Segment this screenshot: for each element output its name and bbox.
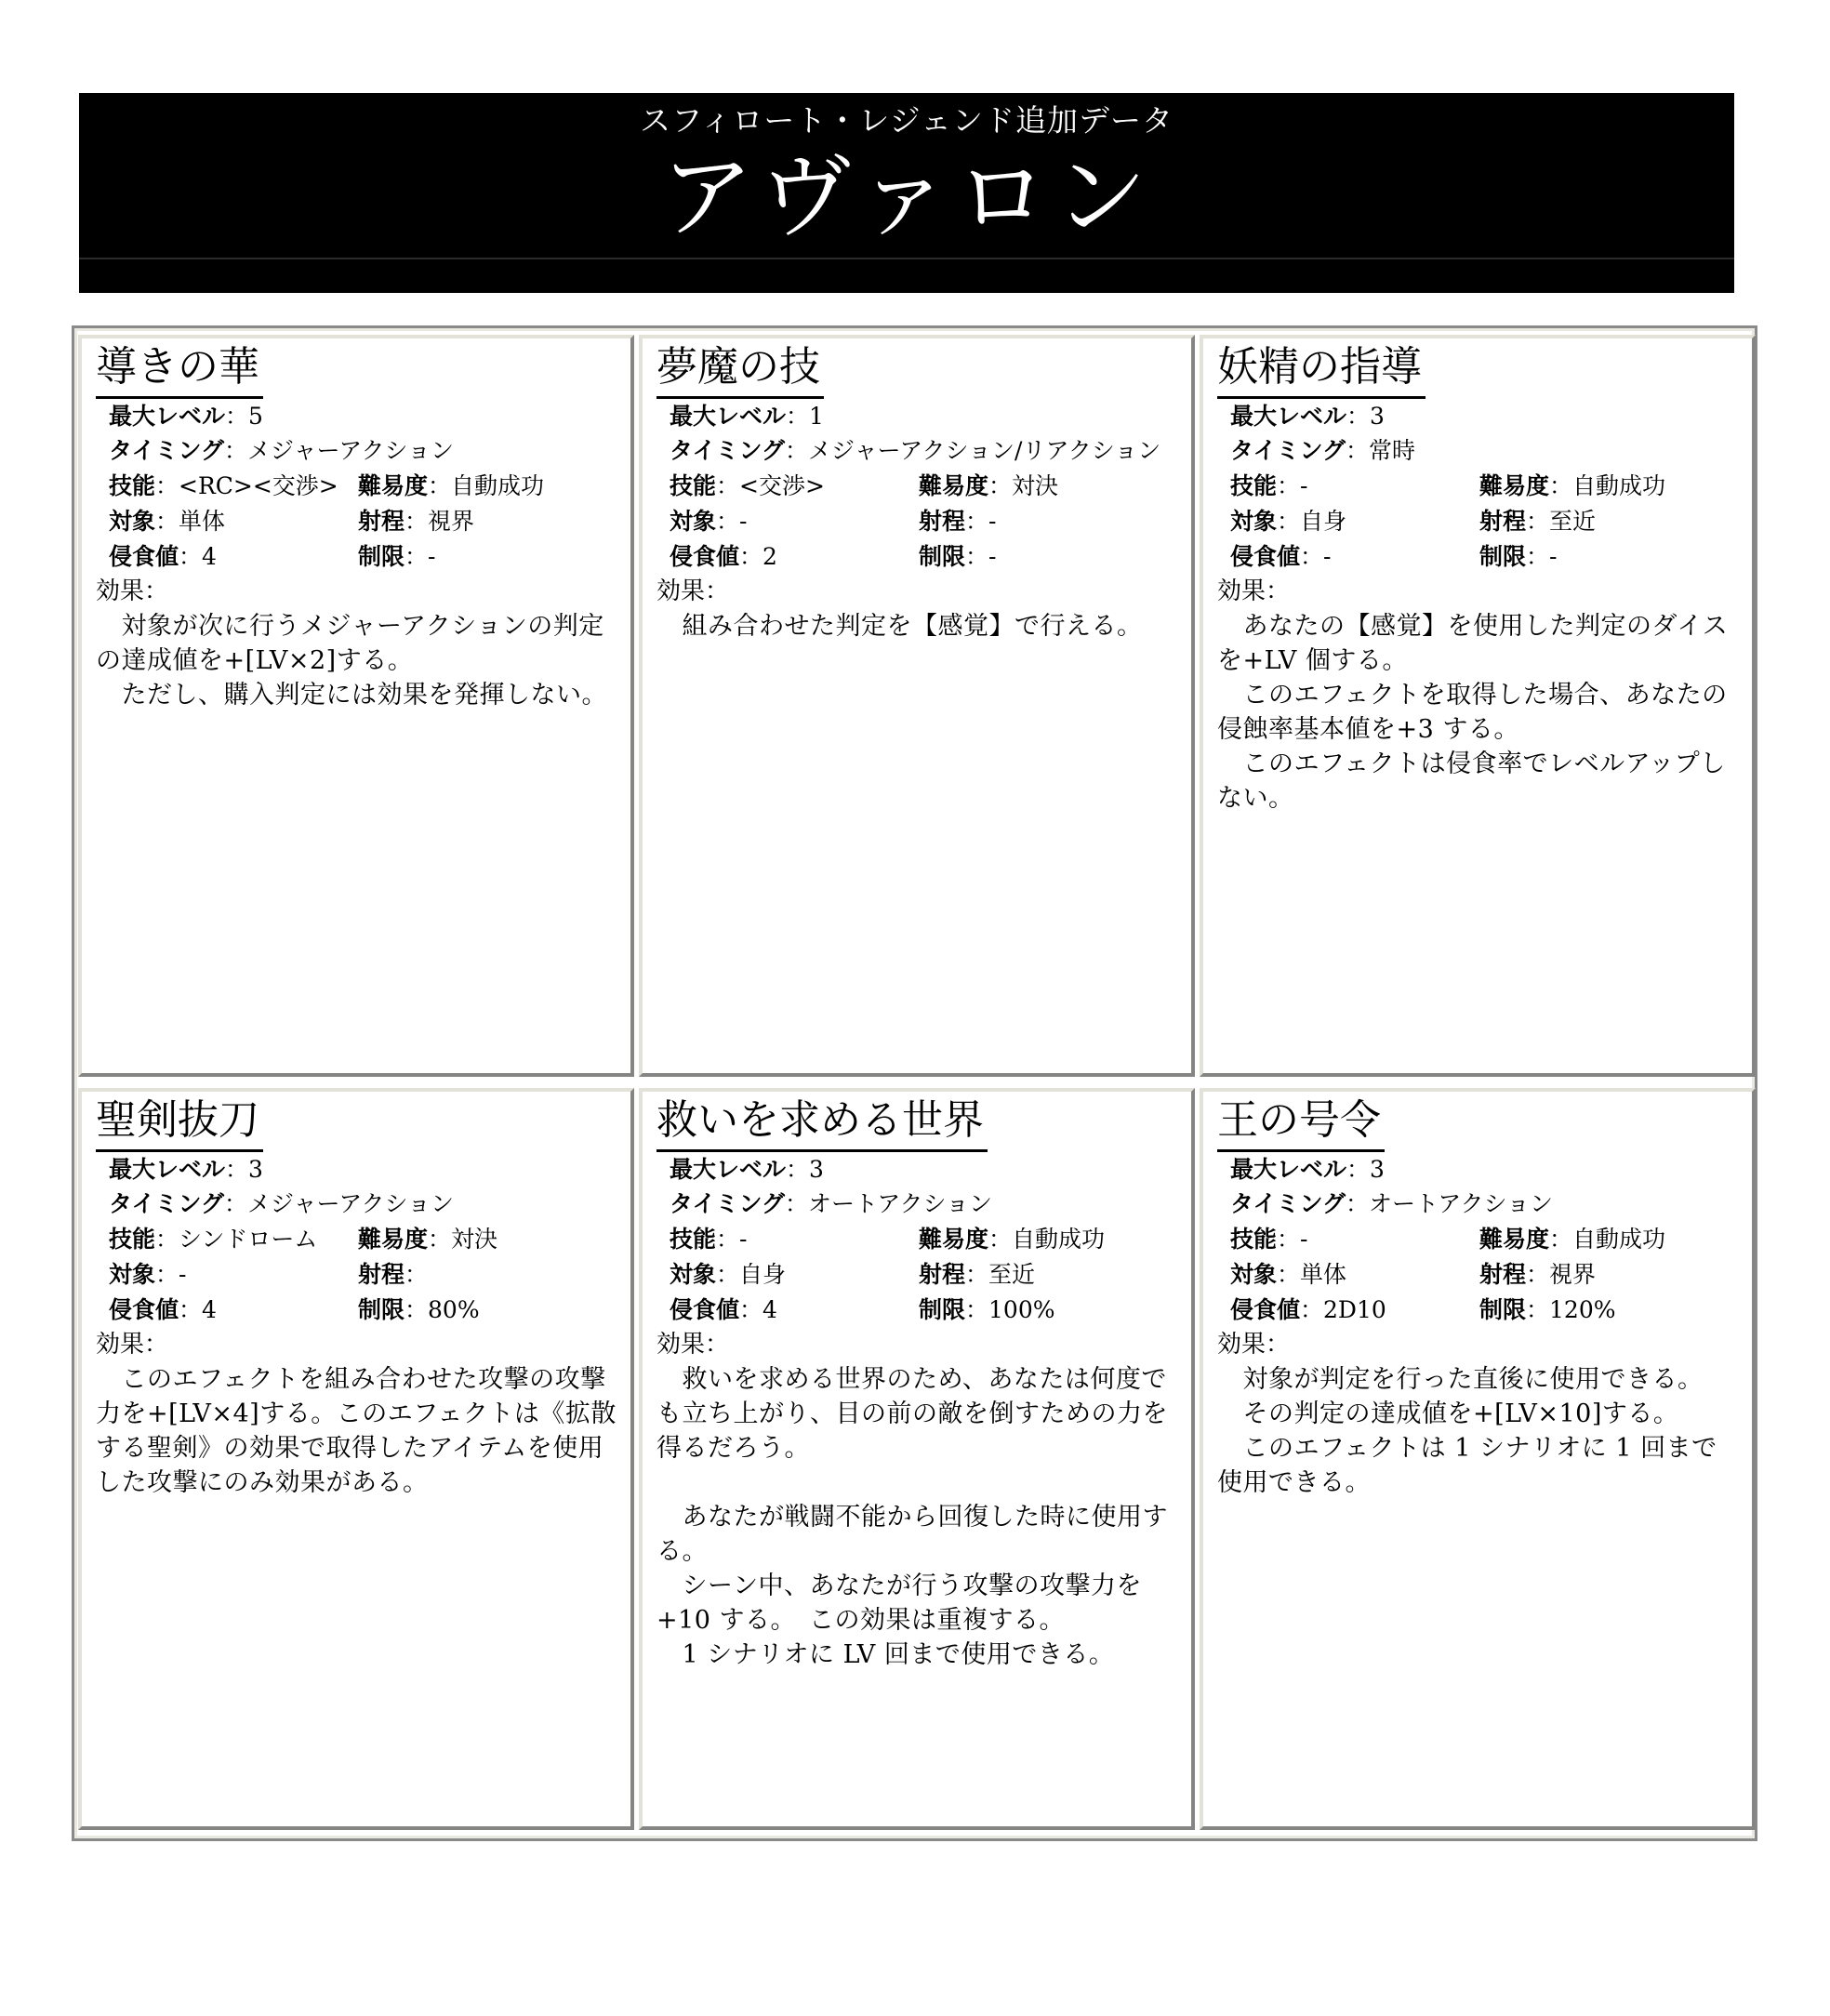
- difficulty-label: 難易度: [358, 472, 429, 499]
- effect-text: 組み合わせた判定を【感覚】で行える。: [656, 612, 1143, 641]
- target-value: ：-: [155, 1261, 187, 1288]
- max-level-row: [670, 1152, 1180, 1187]
- effect-label: 効果：: [656, 577, 730, 605]
- range-label: 射程: [1479, 1261, 1527, 1288]
- target-row: [109, 1257, 619, 1293]
- timing-value: ：オートアクション: [785, 1190, 993, 1217]
- range-value: ：至近: [1526, 508, 1597, 535]
- limit-label: 制限: [919, 1296, 966, 1323]
- timing-row: [670, 433, 1180, 469]
- timing-label: タイミング: [1230, 437, 1346, 464]
- difficulty-label: 難易度: [919, 472, 989, 499]
- timing-label: タイミング: [109, 437, 225, 464]
- max-level-label: 最大レベル: [1230, 1156, 1347, 1183]
- erosion-row: [670, 1293, 1180, 1328]
- erosion-label: 侵食値: [670, 543, 740, 570]
- range-value: ：視界: [1526, 1261, 1597, 1288]
- effect-name: 妖精の指導: [1217, 338, 1426, 399]
- max-level-label: 最大レベル: [670, 1156, 787, 1183]
- timing-label: タイミング: [1230, 1190, 1346, 1217]
- limit-label: 制限: [358, 543, 405, 570]
- erosion-value: ：4: [179, 1296, 217, 1323]
- target-label: 対象: [109, 508, 156, 535]
- target-row: [670, 504, 1180, 539]
- effect-label: 効果：: [1217, 577, 1291, 605]
- erosion-label: 侵食値: [1230, 543, 1301, 570]
- effect-name: 救いを求める世界: [656, 1092, 988, 1152]
- effect-label: 効果：: [656, 1331, 730, 1359]
- timing-row: [1230, 433, 1741, 469]
- effect-name: 王の号令: [1217, 1092, 1385, 1152]
- limit-value: ：100%: [965, 1296, 1055, 1323]
- limit-label: 制限: [1479, 1296, 1527, 1323]
- skill-label: 技能: [1230, 1226, 1278, 1253]
- effect-text: あなたの【感覚】を使用した判定のダイスを+LV 個する。 このエフェクトを取得した場合、あなたの侵蝕率基本値を+3 する。 このエフェクトは侵食率でレベルアップしない。: [1217, 612, 1729, 813]
- max-level-value: ：3: [1346, 403, 1385, 430]
- effect-name: 聖剣抜刀: [96, 1092, 263, 1152]
- header-divider: [79, 258, 1734, 259]
- effect-text: 救いを求める世界のため、あなたは何度でも立ち上がり、目の前の敵を倒すための力を得るだろう。 あなたが戦闘不能から回復した時に使用する。 シーン中、あなたが行う攻撃の攻撃力を+10 する。 この効果は重複する。 1 シナリオに LV 回まで使用できる。: [656, 1365, 1168, 1669]
- difficulty-label: 難易度: [1479, 1226, 1550, 1253]
- target-label: 対象: [1230, 508, 1278, 535]
- skill-row: [670, 1222, 1180, 1257]
- target-row: [1230, 504, 1741, 539]
- effect-label: 効果：: [1217, 1331, 1291, 1359]
- timing-value: ：メジャーアクション/リアクション: [785, 437, 1161, 464]
- max-level-value: ：5: [225, 403, 263, 430]
- erosion-label: 侵食値: [109, 543, 179, 570]
- target-label: 対象: [670, 1261, 717, 1288]
- effect-label: 効果：: [96, 1331, 169, 1359]
- skill-label: 技能: [1230, 472, 1278, 499]
- timing-row: [1230, 1187, 1741, 1222]
- max-level-label: 最大レベル: [109, 403, 226, 430]
- range-value: ：視界: [404, 508, 475, 535]
- target-label: 対象: [109, 1261, 156, 1288]
- max-level-row: [670, 399, 1180, 433]
- max-level-label: 最大レベル: [1230, 403, 1347, 430]
- effect-card: [639, 1088, 1195, 1830]
- erosion-value: ：4: [179, 543, 217, 570]
- timing-value: ：オートアクション: [1346, 1190, 1554, 1217]
- header-title: アヴァロン: [660, 142, 1153, 251]
- timing-label: タイミング: [670, 1190, 786, 1217]
- effect-text: 対象が次に行うメジャーアクションの判定の達成値を+[LV×2]する。 ただし、購入判定には効果を発揮しない。: [96, 612, 607, 710]
- difficulty-value: ：対決: [428, 1226, 498, 1253]
- skill-row: [109, 469, 619, 504]
- timing-row: [109, 433, 619, 469]
- effect-label: 効果：: [96, 577, 169, 605]
- erosion-row: [670, 539, 1180, 575]
- difficulty-value: ：自動成功: [988, 1226, 1106, 1253]
- erosion-label: 侵食値: [1230, 1296, 1301, 1323]
- target-label: 対象: [670, 508, 717, 535]
- max-level-value: ：1: [786, 403, 824, 430]
- skill-value: ：<RC><交渉>: [155, 472, 338, 499]
- max-level-value: ：3: [1346, 1156, 1385, 1183]
- erosion-value: ：-: [1300, 543, 1332, 570]
- effect-card: [78, 335, 634, 1077]
- timing-value: ：常時: [1346, 437, 1416, 464]
- max-level-row: [1230, 1152, 1741, 1187]
- effect-name: 夢魔の技: [656, 338, 824, 399]
- max-level-value: ：3: [225, 1156, 263, 1183]
- limit-value: ：80%: [404, 1296, 480, 1323]
- effect-card: [1200, 1088, 1756, 1830]
- effect-text: このエフェクトを組み合わせた攻撃の攻撃力を+[LV×4]する。このエフェクトは《拡散する聖剣》の効果で取得したアイテムを使用した攻撃にのみ効果がある。: [96, 1365, 617, 1497]
- range-label: 射程: [919, 508, 966, 535]
- skill-label: 技能: [109, 1226, 156, 1253]
- timing-row: [670, 1187, 1180, 1222]
- skill-value: ：-: [1277, 1226, 1308, 1253]
- effect-card: [639, 335, 1195, 1077]
- target-value: ：単体: [1277, 1261, 1347, 1288]
- max-level-label: 最大レベル: [670, 403, 787, 430]
- erosion-value: ：4: [739, 1296, 777, 1323]
- difficulty-value: ：自動成功: [1549, 472, 1666, 499]
- max-level-row: [109, 1152, 619, 1187]
- difficulty-label: 難易度: [358, 1226, 429, 1253]
- skill-value: ：<交渉>: [716, 472, 825, 499]
- skill-label: 技能: [670, 1226, 717, 1253]
- skill-label: 技能: [109, 472, 156, 499]
- timing-label: タイミング: [109, 1190, 225, 1217]
- erosion-value: ：2: [739, 543, 777, 570]
- limit-label: 制限: [919, 543, 966, 570]
- skill-value: ：-: [716, 1226, 748, 1253]
- difficulty-value: ：自動成功: [428, 472, 545, 499]
- target-row: [670, 1257, 1180, 1293]
- range-label: 射程: [358, 1261, 405, 1288]
- header-subtitle: スフィロート・レジェンド追加データ: [640, 102, 1174, 139]
- effect-card: [1200, 335, 1756, 1077]
- skill-value: ：-: [1277, 472, 1308, 499]
- limit-label: 制限: [1479, 543, 1527, 570]
- skill-value: ：シンドローム: [155, 1226, 318, 1253]
- max-level-label: 最大レベル: [109, 1156, 226, 1183]
- range-label: 射程: [919, 1261, 966, 1288]
- difficulty-label: 難易度: [1479, 472, 1550, 499]
- erosion-row: [109, 539, 619, 575]
- erosion-label: 侵食値: [109, 1296, 179, 1323]
- limit-value: ：-: [965, 543, 997, 570]
- document-header: [79, 93, 1734, 293]
- target-row: [109, 504, 619, 539]
- range-label: 射程: [358, 508, 405, 535]
- effect-text: 対象が判定を行った直後に使用できる。 その判定の達成値を+[LV×10]する。 このエフェクトは 1 シナリオに 1 回まで使用できる。: [1217, 1365, 1717, 1497]
- max-level-row: [1230, 399, 1741, 433]
- limit-value: ：-: [404, 543, 436, 570]
- erosion-label: 侵食値: [670, 1296, 740, 1323]
- limit-value: ：120%: [1526, 1296, 1616, 1323]
- range-value: ：至近: [965, 1261, 1036, 1288]
- max-level-value: ：3: [786, 1156, 824, 1183]
- skill-label: 技能: [670, 472, 717, 499]
- skill-row: [1230, 1222, 1741, 1257]
- erosion-value: ：2D10: [1300, 1296, 1386, 1323]
- difficulty-value: ：自動成功: [1549, 1226, 1666, 1253]
- skill-row: [1230, 469, 1741, 504]
- skill-row: [670, 469, 1180, 504]
- erosion-row: [1230, 539, 1741, 575]
- timing-row: [109, 1187, 619, 1222]
- target-value: ：自身: [716, 1261, 787, 1288]
- target-value: ：自身: [1277, 508, 1347, 535]
- limit-value: ：-: [1526, 543, 1558, 570]
- target-value: ：-: [716, 508, 748, 535]
- target-value: ：単体: [155, 508, 226, 535]
- difficulty-value: ：対決: [988, 472, 1059, 499]
- range-label: 射程: [1479, 508, 1527, 535]
- target-row: [1230, 1257, 1741, 1293]
- limit-label: 制限: [358, 1296, 405, 1323]
- effect-name: 導きの華: [96, 338, 263, 399]
- skill-row: [109, 1222, 619, 1257]
- max-level-row: [109, 399, 619, 433]
- erosion-row: [109, 1293, 619, 1328]
- timing-label: タイミング: [670, 437, 786, 464]
- effect-card: [78, 1088, 634, 1830]
- difficulty-label: 難易度: [919, 1226, 989, 1253]
- erosion-row: [1230, 1293, 1741, 1328]
- range-value: ：: [404, 1261, 429, 1288]
- target-label: 対象: [1230, 1261, 1278, 1288]
- range-value: ：-: [965, 508, 997, 535]
- timing-value: ：メジャーアクション: [224, 1190, 455, 1217]
- timing-value: ：メジャーアクション: [224, 437, 455, 464]
